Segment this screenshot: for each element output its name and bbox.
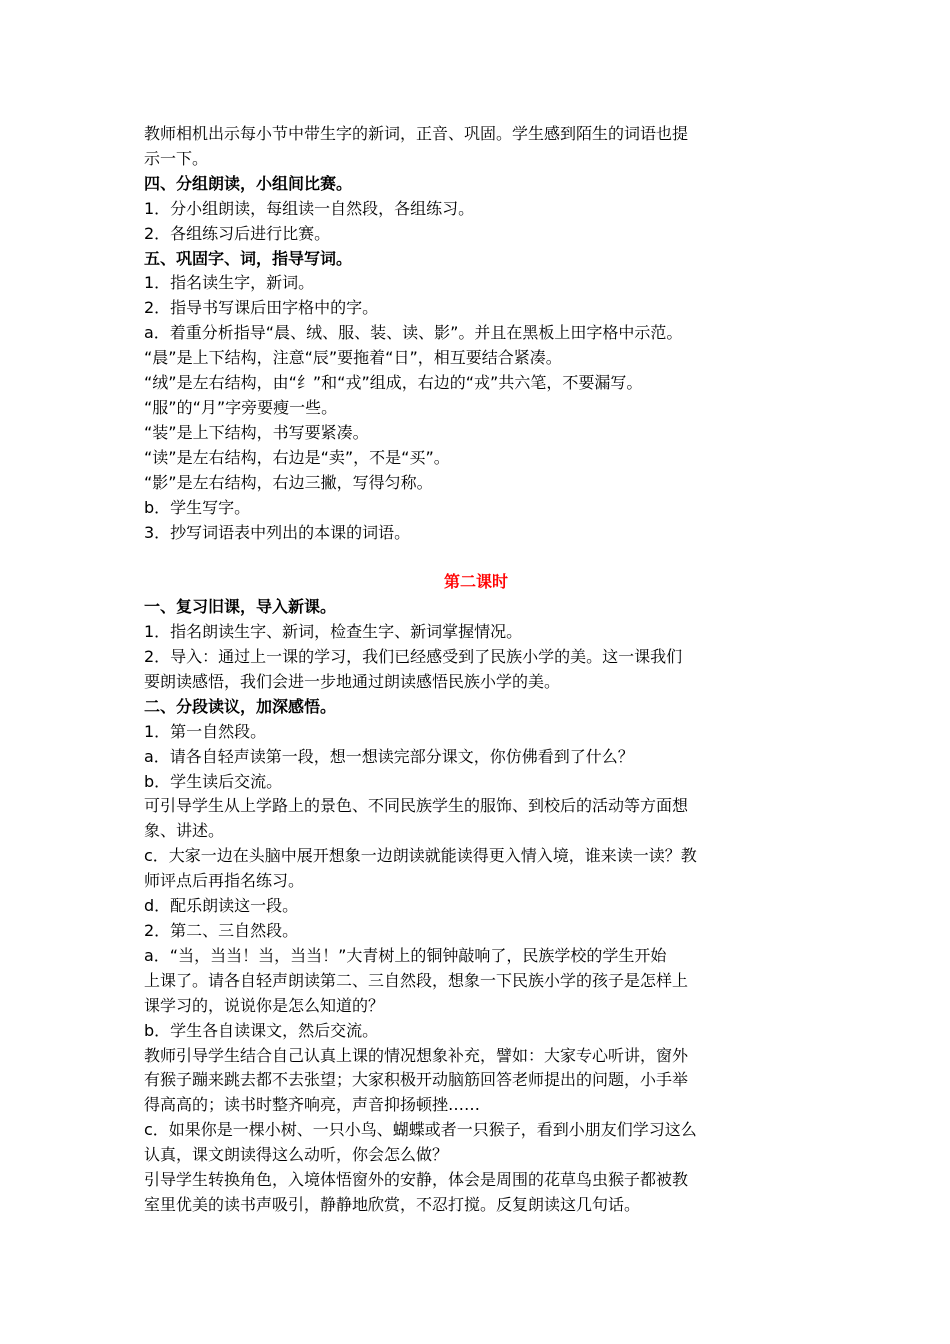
text-line: 2．各组练习后进行比赛。 [144, 223, 331, 243]
text-line: “影”是左右结构，右边三撇，写得匀称。 [144, 472, 433, 492]
lesson-part-one [144, 122, 808, 545]
text-line: 1．指名读生字，新词。 [144, 273, 315, 293]
section-title: 五、巩固字、词，指导写词。 [144, 248, 353, 268]
section-title: 一、复习旧课，导入新课。 [144, 597, 337, 617]
text-line: 教师相机出示每小节中带生字的新词，正音、巩固。学生感到陌生的词语也提 [144, 124, 689, 143]
text-line: “绒”是左右结构，由“纟”和“戎”组成，右边的“戎”共六笔，不要漏写。 [144, 373, 643, 393]
text-line: 象、讲述。 [144, 821, 225, 841]
lesson-part-two [144, 595, 808, 1218]
text-line: 2．指导书写课后田字格中的字。 [144, 298, 379, 318]
text-line: 1．分小组朗读，每组读一自然段，各组练习。 [144, 198, 475, 218]
section-heading: 第二课时 [443, 572, 508, 592]
text-line: 室里优美的读书声吸引，静静地欣赏，不忍打搅。反复朗读这几句话。 [144, 1194, 641, 1214]
text-line: b．学生各自读课文，然后交流。 [144, 1020, 379, 1040]
text-line: d．配乐朗读这一段。 [144, 896, 299, 916]
text-line: 得高高的；读书时整齐响亮，声音抑扬顿挫…… [144, 1095, 481, 1115]
text-line: “晨”是上下结构，注意“辰”要拖着“日”，相互要结合紧凑。 [144, 348, 562, 368]
text-line: c．大家一边在头脑中展开想象一边朗读就能读得更入情入境，谁来读一读？教 [144, 846, 697, 866]
document-page [144, 122, 808, 1218]
text-line: 1．指名朗读生字、新词，检查生字、新词掌握情况。 [144, 622, 523, 642]
text-line: 认真，课文朗读得这么动听，你会怎么做？ [144, 1145, 449, 1165]
section-title: 四、分组朗读，小组间比赛。 [144, 173, 353, 193]
text-line: 师评点后再指名练习。 [144, 871, 305, 891]
text-line: a．请各自轻声读第一段，想一想读完部分课文，你仿佛看到了什么？ [144, 746, 634, 766]
text-line: 3．抄写词语表中列出的本课的词语。 [144, 522, 411, 542]
text-line: c．如果你是一棵小树、一只小鸟、蝴蝶或者一只猴子，看到小朋友们学习这么 [144, 1120, 697, 1140]
section-title: 二、分段读议，加深感悟。 [144, 696, 337, 716]
text-line: b．学生读后交流。 [144, 771, 283, 791]
text-line: 2．第二、三自然段。 [144, 920, 299, 940]
text-line: 教师引导学生结合自己认真上课的情况想象补充，譬如：大家专心听讲，窗外 [144, 1045, 689, 1065]
text-line: a．着重分析指导“晨、绒、服、装、读、影”。并且在黑板上田字格中示范。 [144, 323, 683, 343]
text-line: b．学生写字。 [144, 497, 251, 517]
text-line: 上课了。请各自轻声朗读第二、三自然段，想象一下民族小学的孩子是怎样上 [144, 970, 689, 990]
text-line: 引导学生转换角色，入境体悟窗外的安静，体会是周围的花草鸟虫猴子都被教 [144, 1170, 689, 1190]
text-line: a．“当，当当！当，当当！”大青树上的铜钟敲响了，民族学校的学生开始 [144, 945, 667, 965]
text-line: 2．导入：通过上一课的学习，我们已经感受到了民族小学的美。这一课我们 [144, 647, 683, 667]
text-line: 要朗读感悟，我们会进一步地通过朗读感悟民族小学的美。 [144, 671, 561, 691]
text-line: 1．第一自然段。 [144, 721, 267, 741]
text-line: “读”是左右结构，右边是“卖”，不是“买”。 [144, 447, 450, 467]
text-line: 课学习的，说说你是怎么知道的？ [144, 995, 385, 1015]
blank-line [144, 545, 808, 570]
text-line: “装”是上下结构，书写要紧凑。 [144, 422, 369, 442]
text-line: 可引导学生从上学路上的景色、不同民族学生的服饰、到校后的活动等方面想 [144, 796, 689, 816]
text-line: “服”的“月”字旁要瘦一些。 [144, 397, 338, 417]
text-line: 示一下。 [144, 148, 209, 168]
text-line: 有猴子蹦来跳去都不去张望；大家积极开动脑筋回答老师提出的问题，小手举 [144, 1070, 689, 1090]
